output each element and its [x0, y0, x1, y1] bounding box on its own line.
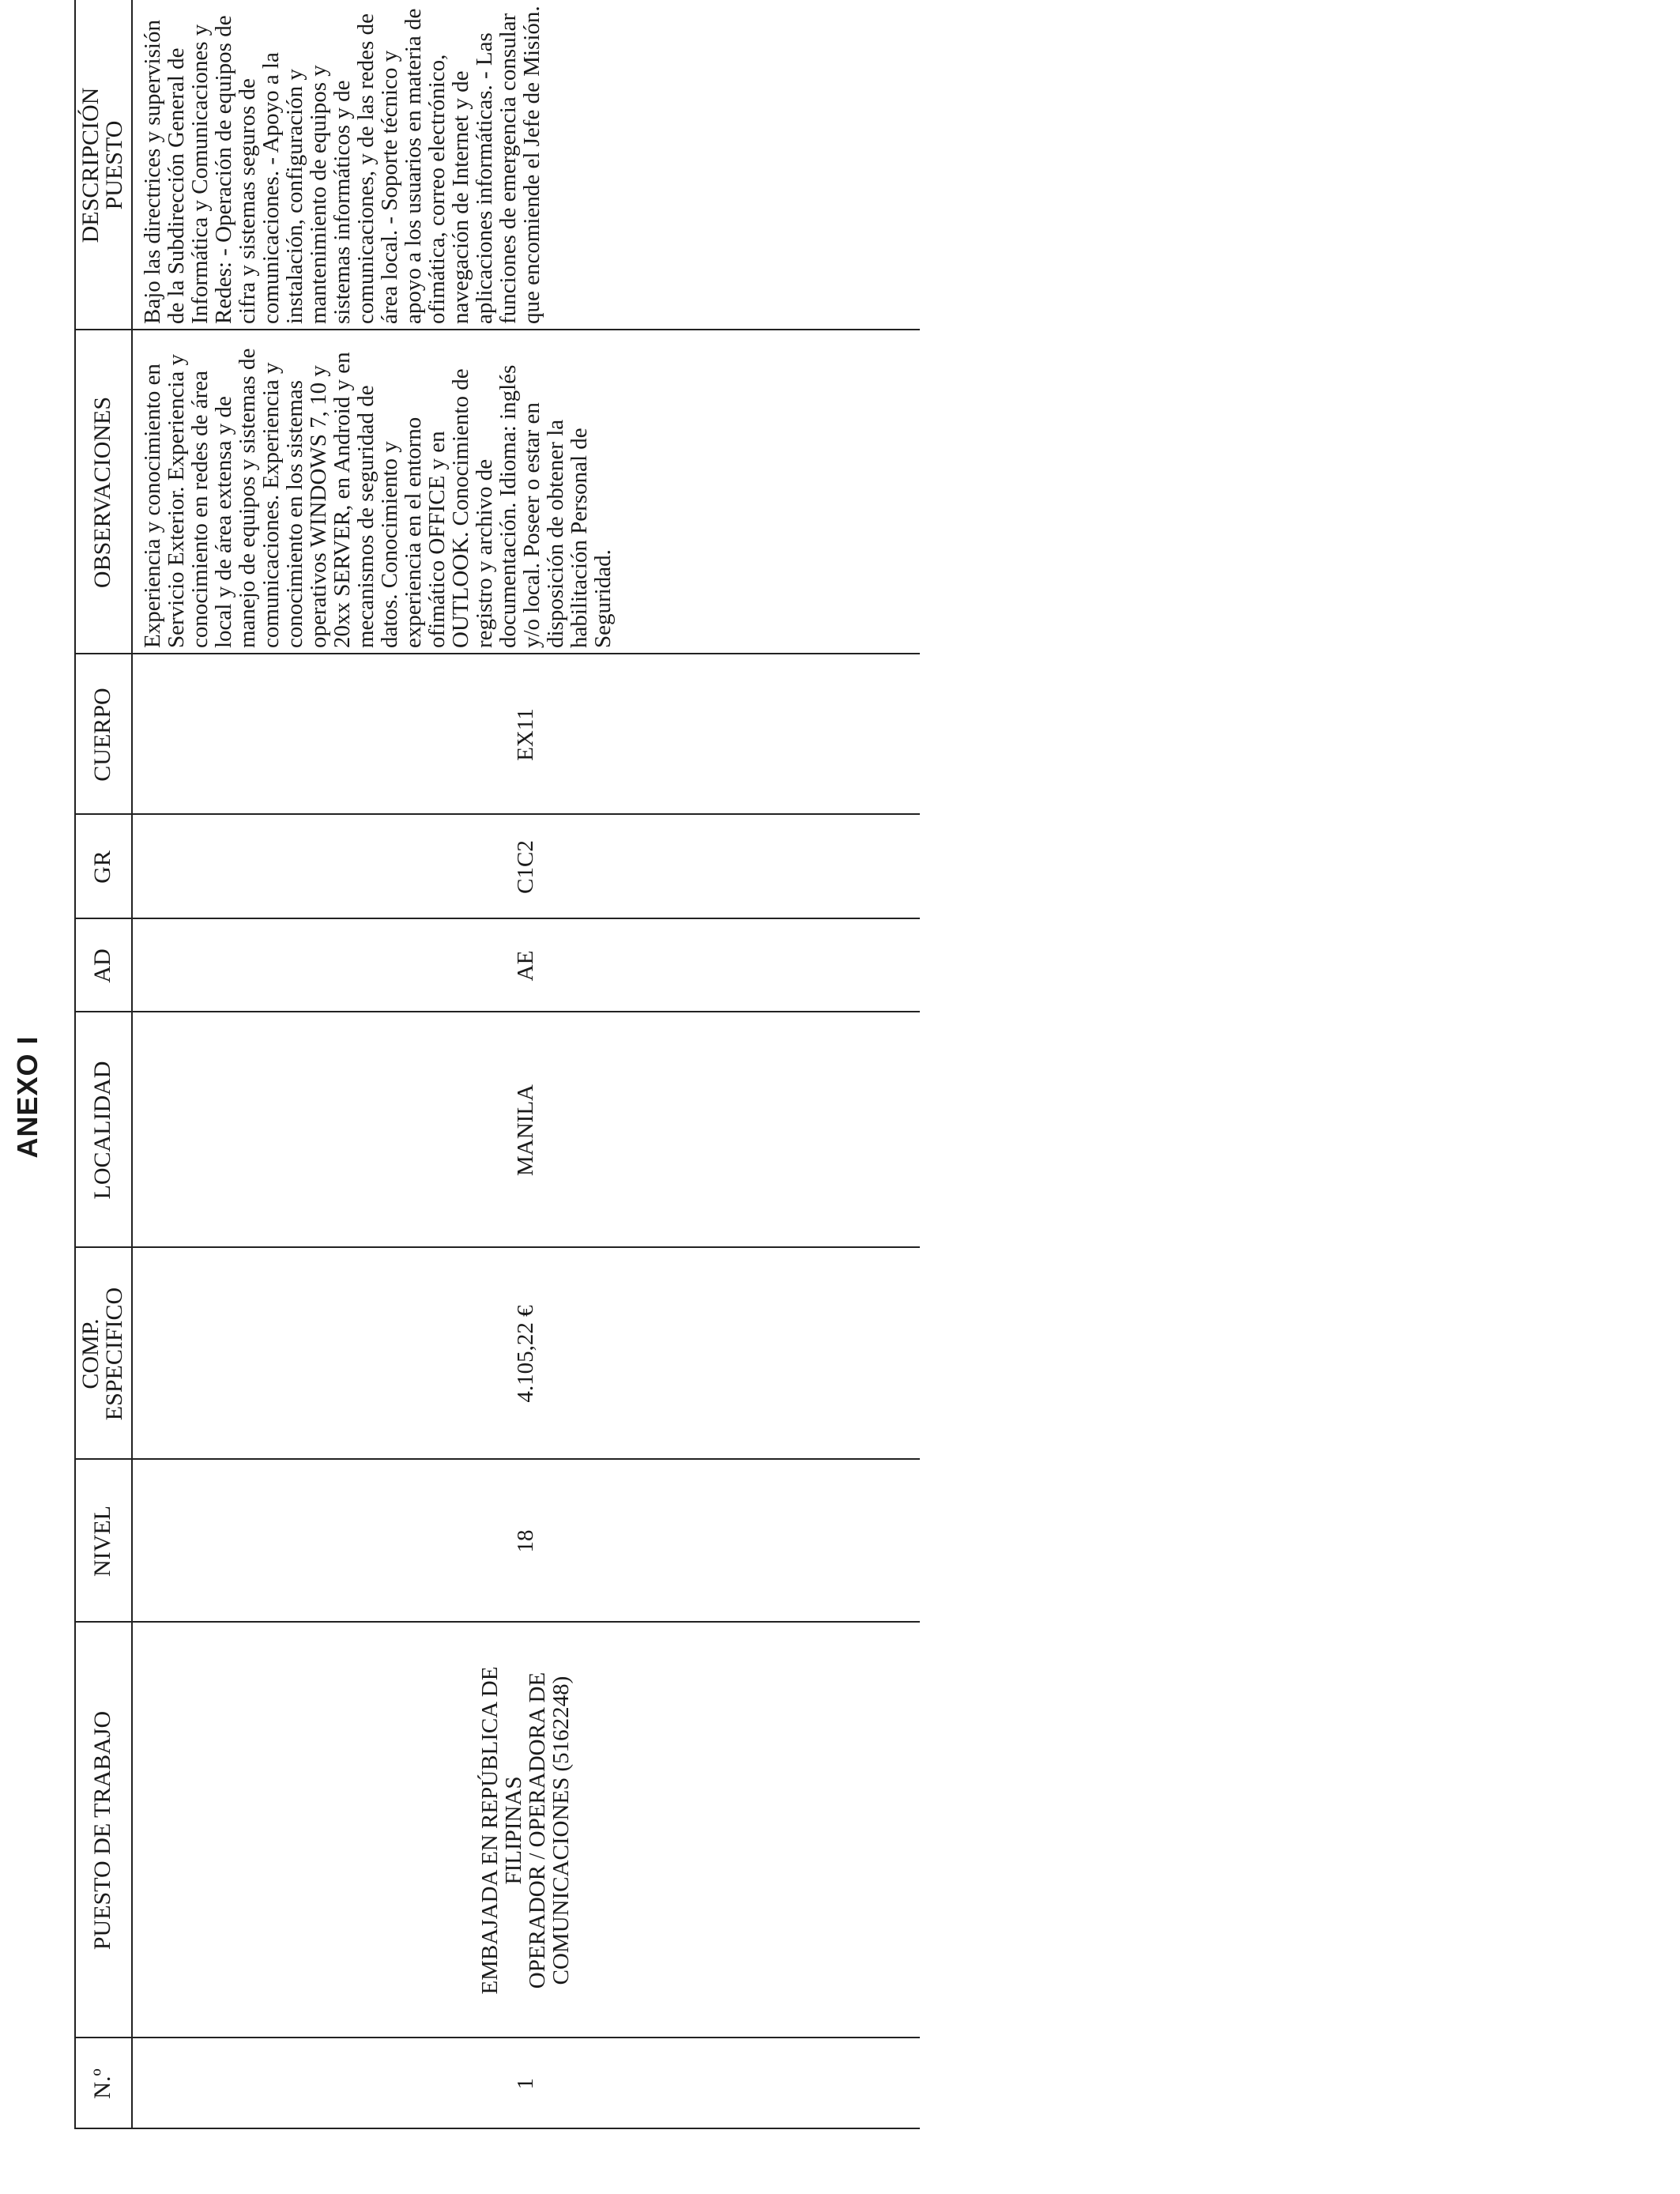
- cell-nivel: [131, 1460, 920, 1623]
- header-cuerpo: [74, 654, 131, 815]
- header-gr: [74, 815, 131, 919]
- cell-nivel-value: 18: [513, 1529, 538, 1553]
- header-localidad: [74, 1012, 131, 1248]
- cell-puesto-line3: OPERADOR / OPERADORA DE: [525, 1672, 550, 1989]
- cell-numero-value: 1: [513, 2078, 538, 2090]
- header-puesto: [74, 1623, 131, 2038]
- header-observaciones: [74, 330, 131, 654]
- header-desc-line1: DESCRIPCIÓN: [77, 87, 104, 243]
- header-numero: [74, 2038, 131, 2129]
- cell-gr: [131, 815, 920, 919]
- header-comp-line2: ESPECIFICO: [101, 1287, 127, 1421]
- header-gr-label: GR: [89, 850, 115, 884]
- cell-localidad: [131, 1012, 920, 1248]
- cell-puesto-line1: EMBAJADA EN REPÚBLICA DE: [477, 1666, 503, 1995]
- cell-cuerpo-value: EX11: [513, 708, 538, 761]
- cell-comp-especifico: [131, 1248, 920, 1460]
- cell-observaciones-text: Experiencia y conocimiento en Servicio Exterior. Experiencia y conocimiento en redes de área local y de área extensa y de manejo de equipos y sistemas de comunicaciones. Experiencia y conocimiento en los sistemas operativos WINDOWS 7, 10 y 20xx SERVER, en Android y en mecanismos de seguridad de datos. Conocimiento y experiencia en el entorno ofimático OFFICE y en OUTLOOK. Conocimiento de registro y archivo de documentación. Idioma: inglés y/o local. Poseer o estar en disposición de obtener la habilitación Personal de Seguridad.: [140, 348, 616, 648]
- header-nivel: [74, 1460, 131, 1623]
- header-observaciones-label: OBSERVACIONES: [89, 396, 115, 589]
- header-ad: [74, 919, 131, 1012]
- cell-observaciones: [141, 335, 615, 648]
- header-ad-label: AD: [89, 948, 115, 983]
- cell-ad-value: AE: [513, 950, 538, 982]
- document-title: ANEXO I: [11, 1035, 43, 1159]
- cell-descripcion: [141, 5, 544, 324]
- cell-descripcion-text: Bajo las directrices y supervisión de la Subdirección General de Informática y Comunicaciones y Redes: - Operación de equipos de cifra y sistemas seguros de comunicaciones. - Apoyo a la instalación, configuración y mantenimiento de equipos y sistemas informáticos y de comunicaciones, y de las redes de área local. - Soporte técnico y apoyo a los usuarios en materia de ofimática, correo electrónico, navegación de Internet y de aplicaciones informáticas. - Las funciones de emergencia consular que encomiende el Jefe de Misión.: [140, 6, 544, 324]
- header-localidad-label: LOCALIDAD: [89, 1061, 115, 1200]
- cell-puesto-line2: FILIPINAS: [501, 1776, 526, 1885]
- cell-gr-value: C1C2: [513, 840, 538, 894]
- cell-cuerpo: [131, 654, 920, 815]
- cell-puesto-line4: COMUNICACIONES (5162248): [548, 1676, 574, 1985]
- header-descripcion: [74, 0, 131, 330]
- cell-puesto: [131, 1623, 920, 2038]
- header-desc-line2: PUESTO: [101, 120, 127, 210]
- header-numero-label: N.º: [89, 2068, 115, 2099]
- cell-numero: [131, 2038, 920, 2129]
- anexo-table: [74, 0, 920, 2129]
- header-comp-especifico: [74, 1248, 131, 1460]
- col-separator: [74, 329, 920, 330]
- cell-localidad-value: MANILA: [513, 1084, 538, 1176]
- header-cuerpo-label: CUERPO: [89, 688, 115, 782]
- header-puesto-label: PUESTO DE TRABAJO: [89, 1710, 115, 1951]
- cell-ad: [131, 919, 920, 1012]
- cell-comp-especifico-value: 4.105,22 €: [513, 1305, 538, 1403]
- header-nivel-label: NIVEL: [89, 1506, 115, 1577]
- header-comp-line1: COMP.: [77, 1318, 104, 1389]
